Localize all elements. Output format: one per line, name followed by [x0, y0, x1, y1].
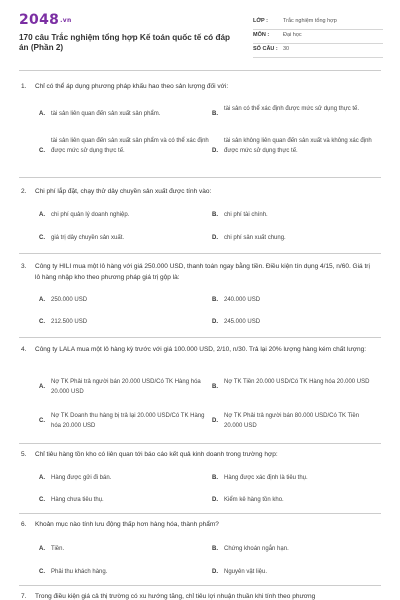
question-number: 2. — [21, 188, 27, 195]
divider — [19, 337, 381, 338]
question-number: 4. — [21, 346, 27, 353]
document-title: 170 câu Trắc nghiệm tổng hợp Kế toán quốc tế có đáp án (Phần 2) — [19, 33, 230, 52]
question-number: 6. — [21, 521, 27, 528]
question-text: Công ty LALA mua một lô hàng kỳ trước với giá 100.000 USD, 2/10, n/30. Trả lại 20% lượng hàng kém chất lượng: — [35, 346, 367, 353]
question-text: Công ty HILI mua một lô hàng với giá 250.000 USD, thanh toán ngay bằng tiền. Điều kiện tín dụng 4/15, n/60. Giá trị lô hàng nhập kho theo phương pháp giá trị gộp là: — [35, 263, 370, 281]
question-7 — [19, 592, 381, 600]
question-text: Chỉ có thể áp dụng phương pháp khấu hao theo sản lượng đối với: — [35, 83, 229, 90]
site-logo[interactable]: 2048.vn — [19, 12, 72, 28]
question-number: 7. — [21, 593, 27, 600]
question-number: 3. — [21, 263, 27, 270]
meta-count — [253, 42, 383, 58]
meta-value: Trắc nghiệm tổng hợp — [283, 18, 337, 24]
divider — [19, 443, 381, 444]
meta-label: LỚP : — [253, 18, 268, 24]
question-number: 5. — [21, 451, 27, 458]
divider — [19, 177, 381, 178]
meta-value: 30 — [283, 46, 290, 52]
question-text: Chỉ tiêu hàng tồn kho có liên quan tới báo cáo kết quả kinh doanh trong trường hợp: — [35, 451, 278, 458]
question-text: Chi phí lắp đặt, chạy thử dây chuyền sản xuất được tính vào: — [35, 188, 212, 195]
meta-label: SỐ CÂU : — [253, 46, 278, 52]
meta-value: Đại học — [283, 32, 302, 38]
divider — [19, 585, 381, 586]
divider — [19, 253, 381, 254]
question-text: Trong điều kiện giá cả thị trường có xu hướng tăng, chỉ tiêu lợi nhuận thuần khi tính theo phương — [35, 593, 316, 600]
divider — [19, 513, 381, 514]
meta-label: MÔN : — [253, 32, 270, 38]
divider — [19, 70, 381, 71]
question-number: 1. — [21, 83, 27, 90]
document-header — [0, 0, 400, 62]
question-text: Khoản mục nào tính lưu động thấp hơn hàng hóa, thành phẩm? — [35, 521, 219, 528]
